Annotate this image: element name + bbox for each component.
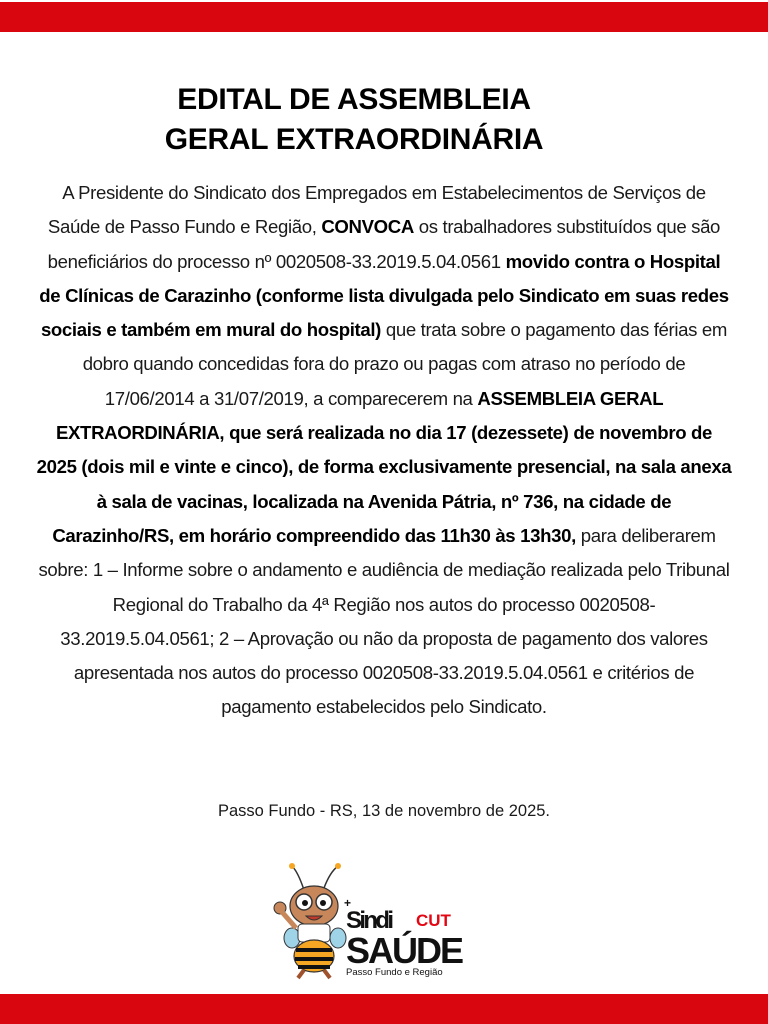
body-bold-assembly: ASSEMBLEIA GERAL EXTRAORDINÁRIA, que será realizada no dia 17 (dezessete) de novembro de 2025 (dois mil e vinte e cinco), de forma exclusivamente presencial, na sala anexa à sala de vacinas, localizada na Avenida Pátria, nº 736, na cidade de Carazinho/RS, em horário compreendido das 11h30 às 13h30, [36, 387, 732, 546]
bee-mascot-icon [274, 863, 346, 978]
title-line-1: EDITAL DE ASSEMBLEIA [177, 83, 531, 116]
page-title [0, 80, 708, 160]
dateline: Passo Fundo - RS, 13 de novembro de 2025. [217, 802, 551, 820]
body-text-4: para deliberarem sobre: 1 – Informe sobre o andamento e audiência de mediação realizada pelo Tribunal Regional do Trabalho da 4ª Região nos autos do processo 0020508-33.2019.5.04.0561; 2 – Aprovação ou não da proposta de pagamento dos valores apresentada nos autos do processo 0020508-33.2019.5.04.0561 e critérios de pagamento estabelecidos pelo Sindicato. [38, 524, 730, 718]
logo-saude: SAÚDE [346, 930, 464, 971]
logo-cut: CUT [416, 911, 451, 930]
body-text-3: que trata sobre o pagamento das férias em dobro quando concedidas fora do prazo ou pagas com atraso no período de 17/06/2014 a 31/07/2019, a comparecerem na [82, 319, 728, 409]
title-line-2: GERAL EXTRAORDINÁRIA [164, 123, 544, 156]
top-red-band [0, 2, 768, 32]
bottom-red-band [0, 994, 768, 1024]
logo-sindi: Sindi [346, 907, 394, 934]
notice-body [36, 176, 732, 725]
logo-subtitle: Passo Fundo e Região [346, 967, 443, 978]
body-bold-hospital: movido contra o Hospital de Clínicas de Carazinho (conforme lista divulgada pelo Sindicato em suas redes sociais e também em mural do hospital) [39, 250, 729, 341]
sindisaude-logo [268, 862, 472, 980]
body-text-1: A Presidente do Sindicato dos Empregados em Estabelecimentos de Serviços de Saúde de Passo Fundo e Região, [47, 182, 706, 238]
body-text-2: os trabalhadores substituídos que são beneficiários do processo nº 0020508-33.2019.5.04.0561 [47, 216, 721, 272]
body-bold-convoca: CONVOCA [321, 216, 414, 238]
logo-plus: + [344, 896, 352, 910]
